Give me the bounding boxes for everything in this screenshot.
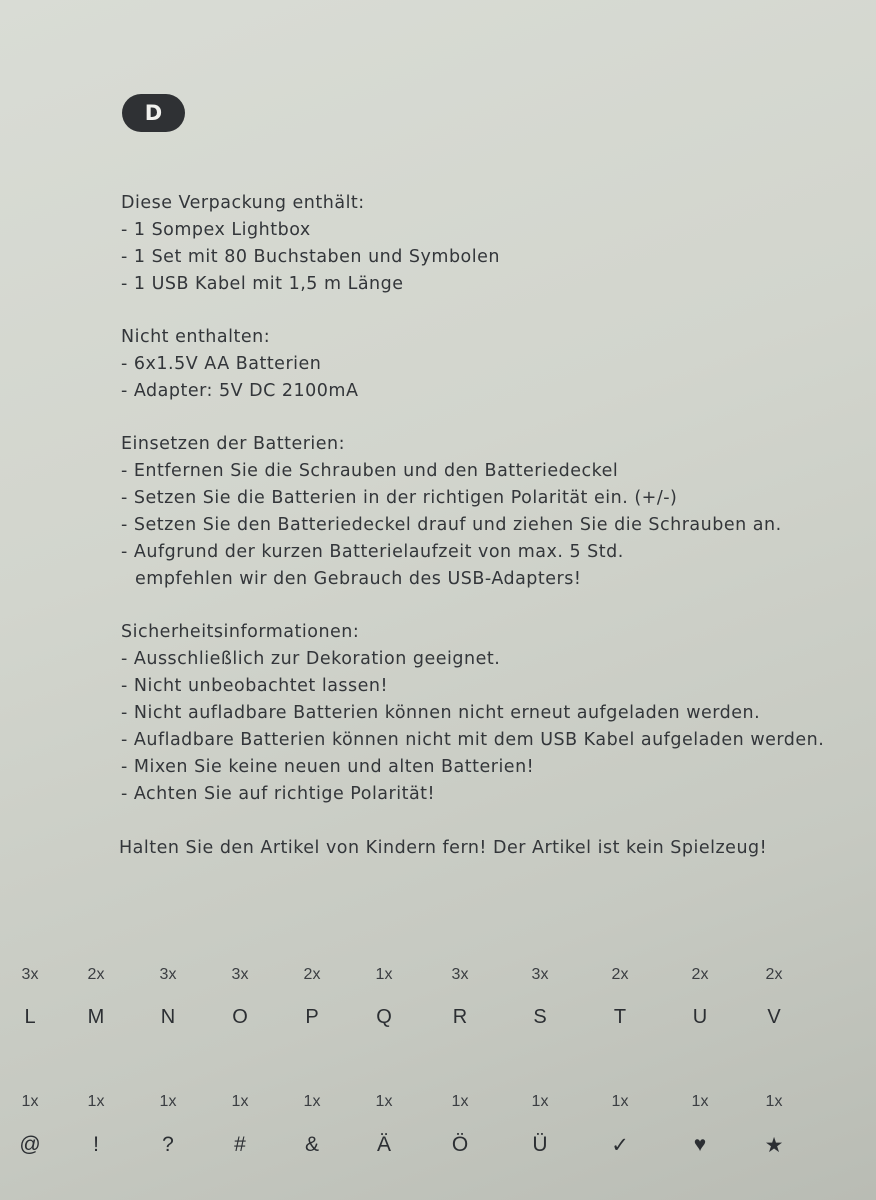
tile-count: 3x [531, 966, 549, 983]
list-item: - Aufgrund der kurzen Batterielaufzeit von max. 5 Std. [121, 542, 624, 562]
list-item: - 1 Sompex Lightbox [121, 220, 311, 240]
tile-glyph: ? [162, 1133, 174, 1156]
list-item: - Setzen Sie die Batterien in der richtigen Polarität ein. (+/-) [121, 488, 678, 508]
list-item: empfehlen wir den Gebrauch des USB-Adapters! [135, 569, 582, 589]
tile-count: 1x [691, 1093, 709, 1110]
letter-tile [0, 1093, 60, 1157]
tile-glyph: ★ [764, 1134, 784, 1157]
tile-count: 1x [375, 966, 393, 983]
letter-tile [430, 966, 490, 1029]
tile-count: 2x [303, 966, 321, 983]
language-badge: D [122, 94, 185, 132]
letter-tile [0, 966, 60, 1029]
tile-row [0, 966, 876, 1046]
list-item: - Adapter: 5V DC 2100mA [121, 381, 359, 401]
letter-tile [210, 1093, 270, 1157]
letter-tile [66, 1093, 126, 1157]
tile-count: 2x [691, 966, 709, 983]
tile-glyph: P [305, 1006, 319, 1028]
letter-tile [430, 1093, 490, 1157]
tile-glyph: Ä [376, 1133, 391, 1156]
section-heading: Diese Verpackung enthält: [121, 193, 365, 213]
list-item: - Entfernen Sie die Schrauben und den Batteriedeckel [121, 461, 619, 481]
tile-count: 3x [21, 966, 39, 983]
list-item: - 6x1.5V AA Batterien [121, 354, 322, 374]
tile-count: 1x [531, 1093, 549, 1110]
tile-count: 1x [451, 1093, 469, 1110]
tile-count: 1x [375, 1093, 393, 1110]
tile-count: 2x [765, 966, 783, 983]
tile-count: 1x [611, 1093, 629, 1110]
section-heading: Nicht enthalten: [121, 327, 271, 347]
letter-tile [354, 1093, 414, 1157]
tile-glyph: T [613, 1006, 627, 1028]
tile-glyph: Q [376, 1006, 392, 1028]
tile-count: 1x [303, 1093, 321, 1110]
tile-glyph: R [452, 1006, 468, 1028]
instruction-section [121, 190, 841, 298]
list-item: - Ausschließlich zur Dekoration geeignet. [121, 649, 501, 669]
tile-glyph: L [24, 1006, 36, 1028]
letter-tile [510, 966, 570, 1029]
letter-tile [66, 966, 126, 1029]
list-item: - Mixen Sie keine neuen und alten Batterien! [121, 757, 535, 777]
tile-glyph: @ [19, 1133, 41, 1156]
letter-tile [210, 966, 270, 1029]
tile-count: 1x [159, 1093, 177, 1110]
letter-tile [354, 966, 414, 1029]
tile-glyph: Ö [451, 1133, 469, 1156]
list-item: - 1 Set mit 80 Buchstaben und Symbolen [121, 247, 500, 267]
tile-count: 2x [611, 966, 629, 983]
list-item: - Nicht unbeobachtet lassen! [121, 676, 389, 696]
letter-tile [670, 1093, 730, 1157]
list-item: - Nicht aufladbare Batterien können nicht erneut aufgeladen werden. [121, 703, 761, 723]
section-heading: Sicherheitsinformationen: [121, 622, 360, 642]
letter-tile [670, 966, 730, 1029]
tile-glyph: ✓ [611, 1134, 629, 1157]
tile-glyph: M [87, 1006, 105, 1028]
tile-count: 3x [159, 966, 177, 983]
list-item: - Achten Sie auf richtige Polarität! [121, 784, 436, 804]
instruction-section [121, 619, 841, 808]
letter-tile [510, 1093, 570, 1157]
instruction-text [121, 190, 841, 834]
letter-tile [282, 966, 342, 1029]
tile-glyph: # [234, 1133, 246, 1156]
tile-count: 2x [87, 966, 105, 983]
tile-count: 1x [765, 1093, 783, 1110]
tile-glyph: N [160, 1006, 176, 1028]
tile-glyph: & [304, 1133, 319, 1156]
tile-count: 3x [451, 966, 469, 983]
list-item: - Aufladbare Batterien können nicht mit dem USB Kabel aufgeladen werden. [121, 730, 825, 750]
letter-tile [590, 966, 650, 1029]
child-safety-warning: Halten Sie den Artikel von Kindern fern! Der Artikel ist kein Spielzeug! [119, 838, 768, 858]
list-item: - 1 USB Kabel mit 1,5 m Länge [121, 274, 404, 294]
tile-row [0, 1093, 876, 1173]
letter-tile [590, 1093, 650, 1158]
instruction-section [121, 324, 841, 405]
letter-tile [744, 966, 804, 1029]
tile-glyph: V [767, 1006, 781, 1028]
letter-tile [744, 1093, 804, 1158]
tile-count: 1x [21, 1093, 39, 1110]
list-item: - Setzen Sie den Batteriedeckel drauf und ziehen Sie die Schrauben an. [121, 515, 782, 535]
letter-tile [138, 966, 198, 1029]
tile-count: 1x [87, 1093, 105, 1110]
letter-tile [282, 1093, 342, 1157]
tile-count: 3x [231, 966, 249, 983]
tile-glyph: O [232, 1006, 248, 1028]
instruction-section [121, 431, 841, 593]
tile-glyph: ♥ [693, 1133, 707, 1156]
section-heading: Einsetzen der Batterien: [121, 434, 346, 454]
tile-count: 1x [231, 1093, 249, 1110]
letter-tile [138, 1093, 198, 1157]
tile-glyph: S [533, 1006, 547, 1028]
tile-glyph: Ü [532, 1133, 548, 1156]
tile-glyph: U [692, 1006, 708, 1028]
tile-glyph: ! [93, 1133, 99, 1156]
